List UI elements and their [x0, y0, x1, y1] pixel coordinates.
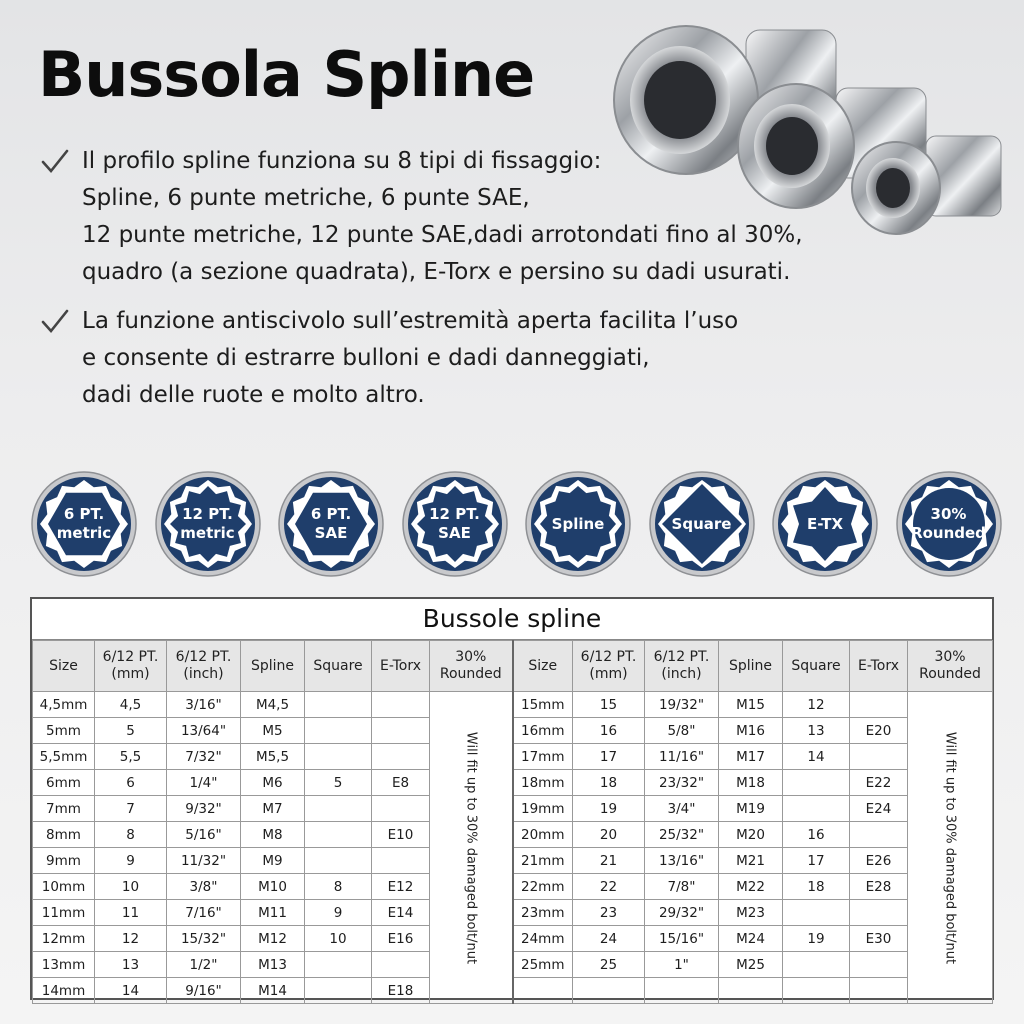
- table-cell: 17: [573, 744, 645, 770]
- table-cell: E18: [372, 978, 430, 1004]
- table-cell: E22: [850, 770, 908, 796]
- table-cell: 7/8": [645, 874, 719, 900]
- table-cell: 6: [95, 770, 167, 796]
- table-cell: [850, 978, 908, 1004]
- table-cell: 16: [783, 822, 850, 848]
- column-header: Square: [305, 641, 372, 692]
- table-cell: 8: [95, 822, 167, 848]
- table-row: [33, 848, 993, 874]
- table-cell: 15: [573, 692, 645, 718]
- table-cell: 13/64": [167, 718, 241, 744]
- table-cell: [850, 744, 908, 770]
- table-cell: 5: [305, 770, 372, 796]
- table-cell: 5/16": [167, 822, 241, 848]
- table-cell: M9: [241, 848, 305, 874]
- table-cell: 25/32": [645, 822, 719, 848]
- table-row: [33, 978, 993, 1004]
- table-cell: 21: [573, 848, 645, 874]
- checkmark-icon: [40, 147, 70, 177]
- table-cell: 1/4": [167, 770, 241, 796]
- 6pt-metric-icon: [30, 470, 138, 578]
- rounded-fit-note-cell: [430, 692, 513, 1004]
- table-cell: [783, 796, 850, 822]
- table-cell: M15: [719, 692, 783, 718]
- table-row: [33, 692, 993, 718]
- feature-text: 12 punte metriche, 12 punte SAE,dadi arrotondati fino al 30%,: [82, 222, 803, 248]
- table-cell: 3/16": [167, 692, 241, 718]
- 6pt-sae-icon: [277, 470, 385, 578]
- table-header-row: [33, 641, 993, 692]
- table-cell: 4,5mm: [33, 692, 95, 718]
- table-cell: M14: [241, 978, 305, 1004]
- table-cell: 9/32": [167, 796, 241, 822]
- table-cell: [305, 744, 372, 770]
- table-cell: 7: [95, 796, 167, 822]
- table-cell: [305, 848, 372, 874]
- table-cell: 13mm: [33, 952, 95, 978]
- table-row: [33, 952, 993, 978]
- 12pt-sae-icon: [401, 470, 509, 578]
- table-cell: M25: [719, 952, 783, 978]
- 12pt-metric-icon: [154, 470, 262, 578]
- table-cell: 3/8": [167, 874, 241, 900]
- column-header: Size: [33, 641, 95, 692]
- table-cell: 25: [573, 952, 645, 978]
- table-cell: 18: [573, 770, 645, 796]
- table-row: [33, 926, 993, 952]
- table-cell: 12: [783, 692, 850, 718]
- table-cell: M8: [241, 822, 305, 848]
- table-cell: M18: [719, 770, 783, 796]
- table-cell: 20: [573, 822, 645, 848]
- table-cell: [305, 692, 372, 718]
- table-cell: M16: [719, 718, 783, 744]
- table-cell: E28: [850, 874, 908, 900]
- table-cell: 24: [573, 926, 645, 952]
- column-header: Size: [513, 641, 573, 692]
- square-icon: [648, 470, 756, 578]
- column-header: 6/12 PT. (mm): [573, 641, 645, 692]
- rounded-fit-note: Will fit up to 30% damaged bolt/nut: [942, 731, 958, 964]
- icon-label: metric: [180, 524, 235, 542]
- table-cell: 9: [95, 848, 167, 874]
- table-cell: 23: [573, 900, 645, 926]
- table-cell: 11/32": [167, 848, 241, 874]
- table-cell: M10: [241, 874, 305, 900]
- table-cell: [783, 978, 850, 1004]
- table-cell: E10: [372, 822, 430, 848]
- table-cell: 8: [305, 874, 372, 900]
- table-cell: E26: [850, 848, 908, 874]
- table-cell: [783, 900, 850, 926]
- table-cell: 5: [95, 718, 167, 744]
- page-title: Bussola Spline: [38, 38, 535, 111]
- table-cell: 7/16": [167, 900, 241, 926]
- table-cell: M12: [241, 926, 305, 952]
- table-cell: 4,5: [95, 692, 167, 718]
- table-cell: [305, 796, 372, 822]
- table-cell: 1/2": [167, 952, 241, 978]
- table-cell: 10mm: [33, 874, 95, 900]
- table-cell: 5,5mm: [33, 744, 95, 770]
- table-cell: 24mm: [513, 926, 573, 952]
- feature-text: La funzione antiscivolo sull’estremità aperta facilita l’uso: [82, 308, 739, 334]
- table-cell: 12mm: [33, 926, 95, 952]
- table-cell: 17mm: [513, 744, 573, 770]
- table-cell: M7: [241, 796, 305, 822]
- table-cell: [372, 692, 430, 718]
- table-cell: E24: [850, 796, 908, 822]
- table-cell: 22: [573, 874, 645, 900]
- rounded-fit-note: Will fit up to 30% damaged bolt/nut: [463, 731, 479, 964]
- column-header: E-Torx: [850, 641, 908, 692]
- table-cell: E30: [850, 926, 908, 952]
- table-cell: M20: [719, 822, 783, 848]
- table-cell: 7mm: [33, 796, 95, 822]
- table-cell: E14: [372, 900, 430, 926]
- table-cell: 19/32": [645, 692, 719, 718]
- icon-label: Square: [671, 514, 732, 533]
- table-row: [33, 770, 993, 796]
- table-cell: M6: [241, 770, 305, 796]
- feature-text: Il profilo spline funziona su 8 tipi di fissaggio:: [82, 148, 602, 174]
- table-cell: 11mm: [33, 900, 95, 926]
- table-cell: 1": [645, 952, 719, 978]
- table-row: [33, 822, 993, 848]
- table-cell: [783, 770, 850, 796]
- table-cell: 7/32": [167, 744, 241, 770]
- table-cell: 11/16": [645, 744, 719, 770]
- table-cell: 23/32": [645, 770, 719, 796]
- table-cell: 22mm: [513, 874, 573, 900]
- column-header: 6/12 PT. (inch): [645, 641, 719, 692]
- table-cell: [305, 822, 372, 848]
- feature-text: quadro (a sezione quadrata), E-Torx e persino su dadi usurati.: [82, 259, 791, 285]
- table-cell: 3/4": [645, 796, 719, 822]
- table-cell: [850, 952, 908, 978]
- column-header: Square: [783, 641, 850, 692]
- table-cell: M4,5: [241, 692, 305, 718]
- size-table: [30, 597, 994, 1000]
- column-header: E-Torx: [372, 641, 430, 692]
- table-row: [33, 900, 993, 926]
- table-cell: 19mm: [513, 796, 573, 822]
- table-cell: [850, 692, 908, 718]
- rounded-30-icon: [895, 470, 1003, 578]
- table-cell: M5,5: [241, 744, 305, 770]
- table-cell: 14mm: [33, 978, 95, 1004]
- table-row: [33, 796, 993, 822]
- table-cell: M5: [241, 718, 305, 744]
- table-cell: 10: [95, 874, 167, 900]
- rounded-fit-note-cell: [908, 692, 993, 1004]
- table-cell: M11: [241, 900, 305, 926]
- table-cell: [850, 900, 908, 926]
- table-cell: [372, 848, 430, 874]
- table-cell: 16: [573, 718, 645, 744]
- table-cell: [372, 718, 430, 744]
- table-cell: 15mm: [513, 692, 573, 718]
- table-cell: 10: [305, 926, 372, 952]
- table-cell: 19: [573, 796, 645, 822]
- table-cell: [573, 978, 645, 1004]
- table-cell: 9: [305, 900, 372, 926]
- table-cell: 13: [783, 718, 850, 744]
- table-cell: 5,5: [95, 744, 167, 770]
- icon-label: 6 PT.: [310, 505, 352, 523]
- table-cell: 14: [783, 744, 850, 770]
- fastener-type-icons: [30, 470, 1002, 578]
- table-cell: [372, 952, 430, 978]
- table-cell: 13/16": [645, 848, 719, 874]
- table-cell: 6mm: [33, 770, 95, 796]
- icon-label: Rounded: [911, 524, 986, 542]
- feature-item: [40, 143, 940, 291]
- table-cell: E20: [850, 718, 908, 744]
- table-cell: E8: [372, 770, 430, 796]
- table-title: Bussole spline: [32, 599, 992, 640]
- table-cell: [850, 822, 908, 848]
- spline-icon: [524, 470, 632, 578]
- column-header: Spline: [241, 641, 305, 692]
- icon-label: metric: [56, 524, 112, 542]
- table-cell: 9/16": [167, 978, 241, 1004]
- feature-list: [40, 143, 940, 426]
- feature-text: e consente di estrarre bulloni e dadi danneggiati,: [82, 345, 650, 371]
- icon-label: 12 PT.: [429, 505, 480, 523]
- table-cell: 20mm: [513, 822, 573, 848]
- table-cell: M24: [719, 926, 783, 952]
- table-cell: 5/8": [645, 718, 719, 744]
- table-cell: [305, 718, 372, 744]
- table-cell: E16: [372, 926, 430, 952]
- table-cell: 18mm: [513, 770, 573, 796]
- icon-label: E-TX: [806, 514, 844, 533]
- checkmark-icon: [40, 307, 70, 337]
- table-cell: M22: [719, 874, 783, 900]
- table-cell: 9mm: [33, 848, 95, 874]
- etorx-icon: [771, 470, 879, 578]
- icon-label: 6 PT.: [63, 505, 105, 523]
- table-cell: [719, 978, 783, 1004]
- table-cell: M19: [719, 796, 783, 822]
- table-cell: [372, 744, 430, 770]
- column-header: 30% Rounded: [908, 641, 993, 692]
- table-cell: M13: [241, 952, 305, 978]
- table-cell: [305, 978, 372, 1004]
- table-cell: 11: [95, 900, 167, 926]
- table-cell: M23: [719, 900, 783, 926]
- table-cell: E12: [372, 874, 430, 900]
- table-cell: 15/16": [645, 926, 719, 952]
- table-cell: M21: [719, 848, 783, 874]
- spec-table: [32, 640, 993, 1004]
- table-cell: 29/32": [645, 900, 719, 926]
- table-cell: 13: [95, 952, 167, 978]
- table-cell: 25mm: [513, 952, 573, 978]
- table-row: [33, 744, 993, 770]
- icon-label: 30%: [930, 505, 967, 523]
- table-cell: 16mm: [513, 718, 573, 744]
- icon-label: SAE: [438, 524, 471, 542]
- table-cell: [513, 978, 573, 1004]
- feature-item: [40, 303, 940, 414]
- table-cell: [372, 796, 430, 822]
- table-row: [33, 874, 993, 900]
- table-cell: 8mm: [33, 822, 95, 848]
- column-header: Spline: [719, 641, 783, 692]
- table-cell: 23mm: [513, 900, 573, 926]
- icon-label: SAE: [314, 524, 348, 542]
- column-header: 30% Rounded: [430, 641, 513, 692]
- table-cell: 15/32": [167, 926, 241, 952]
- table-cell: 17: [783, 848, 850, 874]
- feature-text: Spline, 6 punte metriche, 6 punte SAE,: [82, 185, 530, 211]
- table-cell: 14: [95, 978, 167, 1004]
- table-cell: M17: [719, 744, 783, 770]
- icon-label: 12 PT.: [182, 505, 233, 523]
- table-cell: [305, 952, 372, 978]
- table-row: [33, 718, 993, 744]
- table-cell: 19: [783, 926, 850, 952]
- table-cell: 18: [783, 874, 850, 900]
- column-header: 6/12 PT. (inch): [167, 641, 241, 692]
- table-cell: 21mm: [513, 848, 573, 874]
- table-cell: [645, 978, 719, 1004]
- column-header: 6/12 PT. (mm): [95, 641, 167, 692]
- feature-text: dadi delle ruote e molto altro.: [82, 382, 425, 408]
- table-cell: 5mm: [33, 718, 95, 744]
- table-cell: [783, 952, 850, 978]
- table-cell: 12: [95, 926, 167, 952]
- icon-label: Spline: [551, 514, 605, 533]
